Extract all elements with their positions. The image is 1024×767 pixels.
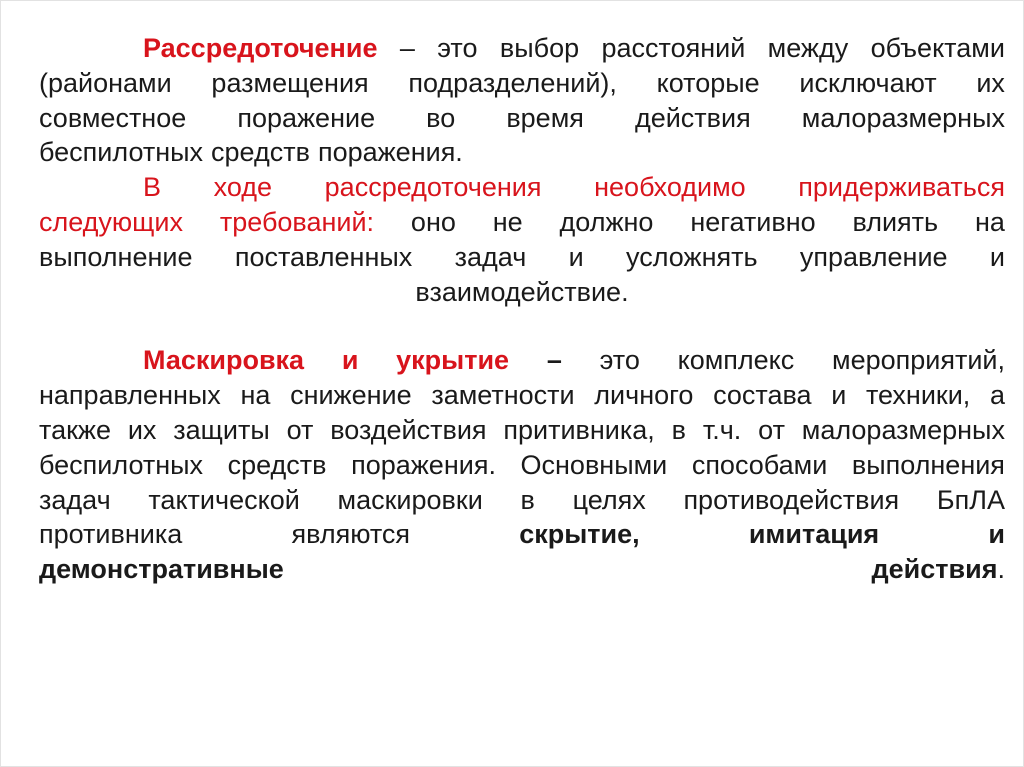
method-imitatsiya: имитация: [748, 519, 880, 550]
word: малоразмерных: [801, 414, 1005, 445]
word: и: [988, 519, 1005, 550]
word: и: [568, 241, 584, 272]
word: их: [127, 414, 157, 445]
word: в: [520, 484, 535, 515]
word: выполнение: [39, 241, 193, 272]
p1-line-2: [39, 66, 1005, 101]
word: состава: [713, 380, 812, 411]
word: влиять: [852, 206, 939, 237]
word: также: [39, 414, 111, 445]
p3-line-6: [39, 517, 1005, 552]
word: от: [758, 414, 785, 445]
dash: –: [546, 345, 562, 376]
p3-line-4: [39, 448, 1005, 483]
word: противодействия: [683, 484, 900, 515]
p2-line-4: [39, 275, 1005, 310]
word: на: [240, 380, 271, 411]
word: между: [767, 33, 849, 63]
word: объектами: [870, 33, 1005, 63]
word: размещения: [211, 67, 369, 98]
word: техники,: [865, 380, 971, 411]
term-rassredotochenie: Рассредоточение: [143, 33, 378, 63]
p2-line-2: [39, 205, 1005, 240]
word: выбор: [499, 33, 580, 63]
p3-line-3: [39, 413, 1005, 448]
p3-line-2: [39, 378, 1005, 413]
method-demonstrativnye: демонстративные: [39, 554, 284, 585]
word: ходе: [213, 172, 273, 203]
word: средств: [227, 449, 327, 480]
word: воздействия: [330, 414, 487, 445]
term-maskirovka: Маскировка: [143, 345, 305, 376]
word: беспилотных: [39, 449, 204, 480]
word: от: [286, 414, 314, 445]
word: притивника,: [503, 414, 655, 445]
word: Основными: [520, 449, 668, 480]
word: а: [989, 380, 1005, 411]
word: направленных: [39, 380, 221, 411]
word: В: [143, 172, 162, 203]
word: маскировки: [337, 484, 483, 515]
word: защиты: [173, 414, 270, 445]
word: требований:: [219, 206, 375, 237]
word: комплекс: [677, 345, 795, 376]
word: задач: [39, 484, 111, 515]
word: на: [974, 206, 1005, 237]
word: поражения.: [351, 449, 496, 480]
line-text: взаимодействие.: [415, 276, 629, 307]
period: .: [997, 554, 1005, 585]
word: –: [399, 33, 415, 63]
word: действия: [634, 102, 751, 133]
word: это: [599, 345, 640, 376]
word: в: [671, 414, 686, 445]
word: усложнять: [626, 241, 758, 272]
word: и: [831, 380, 847, 411]
word: совместное: [39, 102, 187, 133]
word: не: [492, 206, 523, 237]
p1-line-3: [39, 101, 1005, 136]
word: противника: [39, 519, 183, 550]
word: должно: [559, 206, 654, 237]
word: тактической: [148, 484, 300, 515]
word: малоразмерных: [801, 102, 1005, 133]
p3-line-5: [39, 483, 1005, 518]
p2-line-3: [39, 240, 1005, 275]
word: которые: [656, 67, 760, 98]
p1-line-1: [39, 31, 1005, 66]
word: следующих: [39, 206, 183, 237]
p3-line-7: [39, 552, 1005, 587]
text-block: [39, 31, 1005, 587]
word: это: [437, 33, 478, 63]
word: снижение: [290, 380, 412, 411]
word: поставленных: [234, 241, 413, 272]
word: исключают: [799, 67, 937, 98]
word: т.ч.: [702, 414, 742, 445]
word: их: [976, 67, 1005, 98]
last-word-group: [872, 552, 1005, 587]
term-ukrytie: укрытие: [396, 345, 510, 376]
word: подразделений),: [408, 67, 617, 98]
word: управление: [799, 241, 948, 272]
term-i: и: [341, 345, 359, 376]
method-deystviya: действия: [871, 554, 998, 585]
word: придерживаться: [798, 172, 1005, 203]
word: заметности: [431, 380, 575, 411]
word: во: [426, 102, 456, 133]
word: расстояний: [601, 33, 746, 63]
word: способами: [691, 449, 828, 480]
word: выполнения: [851, 449, 1005, 480]
word: негативно: [690, 206, 816, 237]
word: задач: [454, 241, 527, 272]
word: целях: [572, 484, 646, 515]
word: (районами: [39, 67, 172, 98]
word: и: [989, 241, 1005, 272]
word: рассредоточения: [324, 172, 542, 203]
word: мероприятий,: [832, 345, 1005, 376]
word: являются: [291, 519, 411, 550]
method-skrytie: скрытие,: [519, 519, 640, 550]
word: поражение: [237, 102, 376, 133]
p3-line-1: [39, 343, 1005, 378]
p2-line-1: [39, 170, 1005, 205]
word: оно: [410, 206, 456, 237]
word: БпЛА: [936, 484, 1005, 515]
word: необходимо: [594, 172, 746, 203]
word: время: [506, 102, 584, 133]
p1-line-4: [39, 135, 1005, 170]
line-text: беспилотных средств поражения.: [39, 137, 463, 168]
word: личного: [594, 380, 694, 411]
